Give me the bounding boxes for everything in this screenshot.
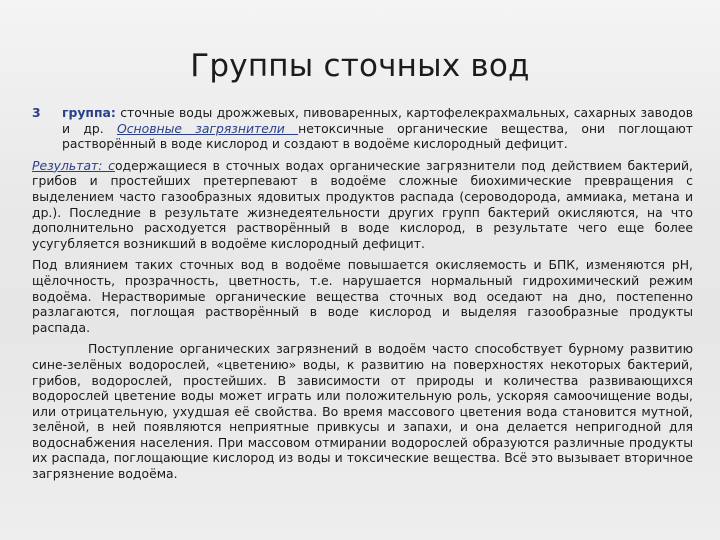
paragraph-algae-bloom: Поступление органических загрязнений в водоём часто способствует бурному развитию сине-зелёных водорослей, «цветению» воды, к развитию на поверхностях некоторых бактерий, грибов, водорослей, простейших. В зависимости от природы и количества развивающихся водорослей цветение воды может играть или положительную роль, ускоряя самоочищение воды, или отрицательную, ухудшая её свойства. Во время массового цветения вода становится мутной, зелёной, в ней появляются неприятные привкусы и запахи, и она делается непригодной для водоснабжения населения. При массовом отмирании водорослей образуются различные продукты их распада, поглощающие кислород из воды и токсические вещества. Всё это вызывает вторичное загрязнение водоёма.: [32, 341, 693, 482]
group-number: 3: [32, 105, 41, 120]
group-description: сточные воды дрожжевых, пивоваренных, картофелекрахмальных, сахарных заводов и др.: [62, 105, 693, 136]
pollutants-label: Основные загрязнители: [116, 120, 299, 136]
group-label: группа: [62, 105, 111, 120]
group-label-colon: :: [110, 105, 116, 120]
paragraph-effects: Под влиянием таких сточных вод в водоёме повышается окисляемость и БПК, изменяются рН, щёлочность, прозрачность, цветность, т.е. нарушается нормальный гидрохимический режим водоёма. Нерастворимые органические вещества сточных вод оседают на дно, постепенно разлагаются, поглощая растворённый в воде кислород и выделяя газообразные продукты распада.: [32, 257, 693, 335]
result-text: одержащиеся в сточных водах органические загрязнители под действием бактерий, грибов и простейших претерпевают в водоёме сложные биохимические превращения с выделением часто газообразных ядовитых продуктов распада (сероводорода, аммиака, метана и др.). Последние в результате жизнедеятельности других групп бактерий окисляются, на что дополнительно расходуется растворённый в воде кислород, в результате чего еще более усугубляется возникший в водоёме кислородный дефицит.: [32, 157, 693, 251]
slide-content: [32, 105, 693, 488]
paragraph-group-3: [32, 105, 693, 152]
slide-title: Группы сточных вод: [190, 48, 530, 84]
result-label: Результат: с: [32, 157, 115, 173]
pollutants-description: нетоксичные органические вещества, они поглощают растворённый в воде кислород и создают в водоёме кислородный дефицит.: [62, 120, 693, 152]
paragraph-result: [32, 158, 693, 252]
